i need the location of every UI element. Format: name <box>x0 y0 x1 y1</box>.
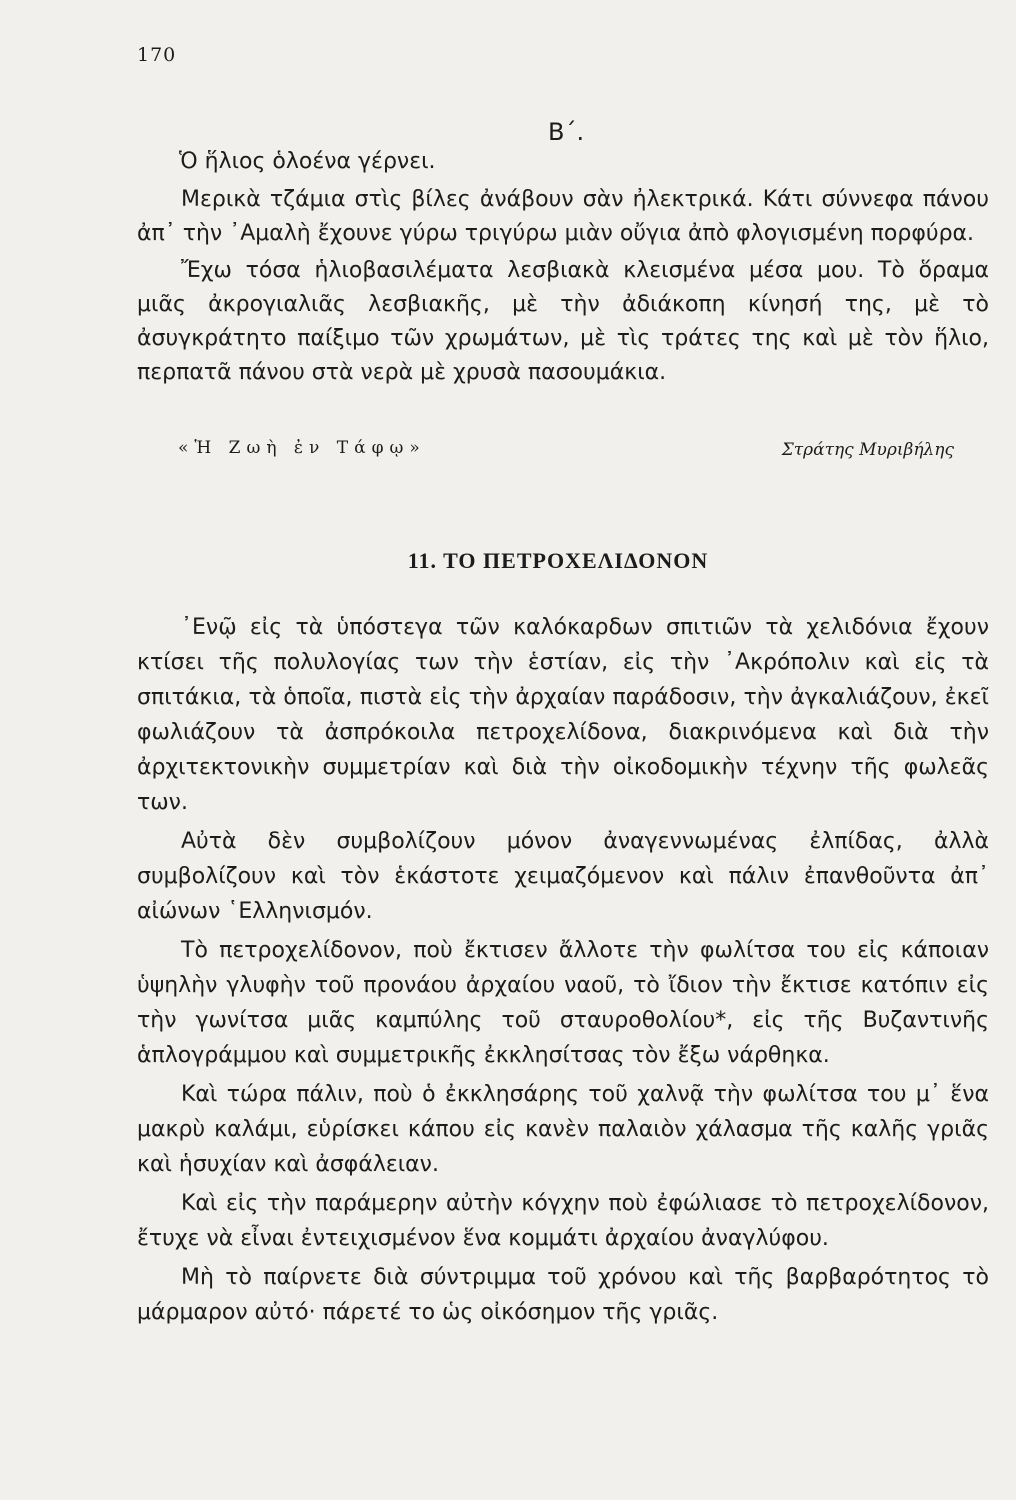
chapter-title: 11. ΤΟ ΠΕΤΡΟΧΕΛΙΔΟΝΟΝ <box>407 548 709 573</box>
paragraph: Αὐτὰ δὲν συμβολίζουν μόνον ἀναγεννωμένας ἐλπίδας, ἀλλὰ συμβολίζουν καὶ τὸν ἑκάστοτε χειμαζόμενον καὶ πάλιν ἐπανθοῦντα ἀπ᾿ αἰώνων ῾Ελληνισμόν. <box>137 829 989 924</box>
section-b-text <box>137 145 989 393</box>
paragraph: Μὴ τὸ παίρνετε διὰ σύντριμμα τοῦ χρόνου καὶ τῆς βαρβαρότητος τὸ μάρμαρον αὐτό· πάρετέ το ὡς οἰκόσημον τῆς γριᾶς. <box>137 1265 989 1325</box>
paragraph: Τὸ πετροχελίδονον, ποὺ ἔκτισεν ἄλλοτε τὴν φωλίτσα του εἰς κάποιαν ὑψηλὴν γλυφὴν τοῦ προνάου ἀρχαίου ναοῦ, τὸ ἴδιον τὴν ἔκτισε κατόπιν εἰς τὴν γωνίτσα μιᾶς καμπύλης τοῦ σταυροθολίου*, εἰς τῆς Βυζαντινῆς ἁπλογράμμου καὶ συμμετρικῆς ἐκκλησίτσας τὸν ἔξω νάρθηκα. <box>137 938 989 1068</box>
paragraph: Ἔχω τόσα ἡλιοβασιλέματα λεσβιακὰ κλεισμένα μέσα μου. Τὸ ὅραμα μιᾶς ἀκρογιαλιᾶς λεσβιακῆς, μὲ τὴν ἀδιάκοπη κίνησή της, μὲ τὸ ἀσυγκράτητο παίξιμο τῶν χρωμάτων, μὲ τὶς τράτες της καὶ μὲ τὸν ἥλιο, περπατᾶ πάνου στὰ νερὰ μὲ χρυσὰ πασουμάκια. <box>137 258 989 385</box>
paragraph: Καὶ τώρα πάλιν, ποὺ ὁ ἐκκλησάρης τοῦ χαλνᾷ τὴν φωλίτσα του μ᾿ ἕνα μακρὺ καλάμι, εὑρίσκει κάπου εἰς κανὲν παλαιὸν χάλασμα τῆς καλῆς γριᾶς καὶ ἡσυχίαν καὶ ἀσφάλειαν. <box>137 1082 989 1177</box>
paragraph: ᾿Ενῷ εἰς τὰ ὑπόστεγα τῶν καλόκαρδων σπιτιῶν τὰ χελιδόνια ἔχουν κτίσει τῆς πολυλογίας των τὴν ἑστίαν, εἰς τὴν ᾿Ακρόπολιν καὶ εἰς τὰ σπιτάκια, τὰ ὁποῖα, πιστὰ εἰς τὴν ἀρχαίαν παράδοσιν, τὴν ἀγκαλιάζουν, ἐκεῖ φωλιάζουν τὰ ἀσπρόκοιλα πετροχελίδονα, διακρινόμενα καὶ διὰ τὴν ἀρχιτεκτονικὴν συμμετρίαν καὶ διὰ τὴν οἰκοδομικὴν τέχνην τῆς φωλεᾶς των. <box>137 615 989 815</box>
page-number: 170 <box>137 44 177 66</box>
section-heading: Β΄. <box>548 118 585 146</box>
source-author: Στράτης Μυριβήλης <box>781 440 954 460</box>
paragraph: Μερικὰ τζάμια στὶς βίλες ἀνάβουν σὰν ἠλεκτρικά. Κάτι σύννεφα πάνου ἀπ᾿ τὴν ᾿Αμαλὴ ἔχουνε γύρω τριγύρω μιὰν οὔγια ἀπὸ φλογισμένη πορφύρα. <box>137 187 989 246</box>
chapter-text <box>137 610 989 1334</box>
paragraph: Καὶ εἰς τὴν παράμερην αὐτὴν κόγχην ποὺ ἐφώλιασε τὸ πετροχελίδονον, ἔτυχε νὰ εἶναι ἐντειχισμένον ἕνα κομμάτι ἀρχαίου ἀναγλύφου. <box>137 1191 989 1251</box>
source-citation <box>178 438 978 458</box>
paragraph: Ὁ ἥλιος ὁλοένα γέρνει. <box>179 149 436 174</box>
source-title: «Ἡ Ζωὴ ἐν Τάφῳ» <box>178 438 426 458</box>
